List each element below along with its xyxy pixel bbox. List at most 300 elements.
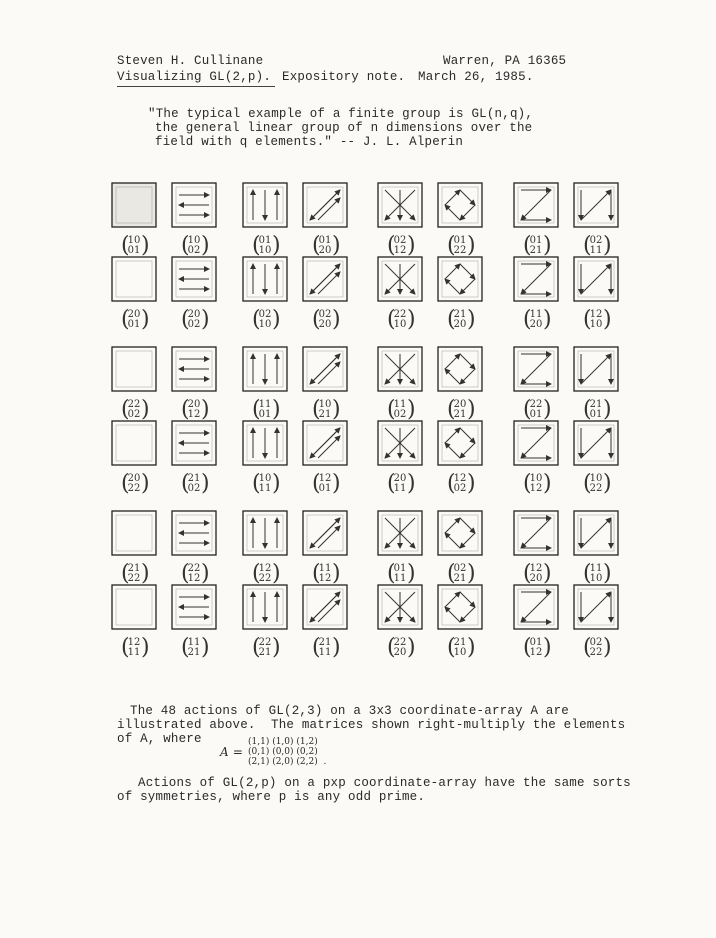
matrix-label [181, 635, 210, 660]
matrix-row-2: 11 [258, 483, 272, 494]
caption-line-1: The 48 actions of GL(2,3) on a 3x3 coordinate-array A are [130, 704, 569, 718]
matrix-paren-right: ) [407, 397, 416, 422]
matrix-row-1: 20 [127, 473, 141, 484]
action-diagram [574, 183, 618, 227]
action-diagram [243, 585, 287, 629]
matrix-label [583, 233, 612, 258]
matrix-label [121, 471, 150, 496]
matrix-row-1: 22 [127, 399, 141, 410]
matrix-row-2: 10 [258, 245, 272, 256]
matrix-paren-left: ( [387, 635, 396, 660]
action-diagram [172, 421, 216, 465]
matrix-paren-left: ( [523, 397, 532, 422]
matrix-paren-left: ( [387, 307, 396, 332]
matrix-paren-right: ) [272, 471, 281, 496]
matrix-label [252, 233, 281, 258]
matrix-row-2: 20 [529, 319, 543, 330]
matrix-row-2: 22 [589, 647, 603, 658]
action-diagram [574, 585, 618, 629]
action-diagram [112, 511, 156, 555]
action-diagram [243, 347, 287, 391]
matrix-paren-right: ) [201, 635, 210, 660]
action-diagram [172, 257, 216, 301]
matrix-row-2: 10 [258, 319, 272, 330]
matrix-row-2: 11 [393, 573, 407, 584]
array-a-row-1: (1,1) (1,0) (1,2) [248, 737, 318, 747]
matrix-row-2: 10 [589, 319, 603, 330]
matrix-paren-left: ( [312, 635, 321, 660]
matrix-row-2: 12 [529, 483, 543, 494]
matrix-paren-left: ( [523, 561, 532, 586]
matrix-label [121, 635, 150, 660]
matrix-row-1: 02 [393, 235, 407, 246]
matrix-paren-right: ) [543, 233, 552, 258]
matrix-row-2: 22 [453, 245, 467, 256]
matrix-paren-right: ) [467, 397, 476, 422]
matrix-label [523, 233, 552, 258]
quote-line-2: the general linear group of n dimensions over the [155, 121, 533, 135]
matrix-label [312, 397, 341, 422]
matrix-paren-right: ) [201, 307, 210, 332]
matrix-row-1: 01 [393, 563, 407, 574]
matrix-label [121, 233, 150, 258]
matrix-paren-left: ( [312, 233, 321, 258]
matrix-paren-right: ) [201, 233, 210, 258]
matrix-row-2: 10 [589, 573, 603, 584]
quote-line-1: "The typical example of a finite group is GL(n,q), [148, 107, 534, 121]
matrix-row-2: 11 [589, 245, 603, 256]
matrix-paren-left: ( [387, 561, 396, 586]
action-diagram [574, 347, 618, 391]
matrix-label [252, 307, 281, 332]
matrix-row-1: 21 [589, 399, 603, 410]
matrix-paren-right: ) [603, 397, 612, 422]
matrix-row-2: 02 [187, 319, 201, 330]
matrix-label [387, 561, 416, 586]
matrix-paren-right: ) [141, 307, 150, 332]
matrix-paren-right: ) [407, 561, 416, 586]
matrix-paren-left: ( [121, 307, 130, 332]
matrix-label [523, 397, 552, 422]
matrix-row-1: 22 [529, 399, 543, 410]
matrix-paren-left: ( [312, 397, 321, 422]
matrix-row-2: 20 [393, 647, 407, 658]
matrix-paren-right: ) [603, 307, 612, 332]
matrix-label [387, 307, 416, 332]
matrix-paren-left: ( [523, 635, 532, 660]
matrix-row-2: 10 [393, 319, 407, 330]
matrix-row-2: 20 [529, 573, 543, 584]
action-diagram [438, 183, 482, 227]
action-diagram [438, 257, 482, 301]
matrix-row-2: 21 [453, 573, 467, 584]
matrix-row-2: 01 [258, 409, 272, 420]
matrix-label [181, 233, 210, 258]
matrix-row-1: 20 [453, 399, 467, 410]
matrix-label [583, 307, 612, 332]
action-diagram [438, 511, 482, 555]
action-diagram [112, 347, 156, 391]
array-a-label: A = [220, 745, 244, 759]
action-diagram [378, 257, 422, 301]
document-title: Visualizing GL(2,p). [117, 70, 272, 84]
matrix-row-2: 11 [318, 647, 332, 658]
matrix-row-1: 11 [187, 637, 201, 648]
matrix-row-2: 20 [453, 319, 467, 330]
matrix-row-1: 22 [393, 637, 407, 648]
note-type: Expository note. [282, 70, 406, 84]
matrix-row-1: 20 [187, 399, 201, 410]
action-diagram [303, 347, 347, 391]
matrix-paren-left: ( [447, 397, 456, 422]
matrix-label [312, 635, 341, 660]
matrix-row-1: 21 [187, 473, 201, 484]
matrix-label [181, 471, 210, 496]
matrix-paren-right: ) [141, 561, 150, 586]
matrix-label [312, 471, 341, 496]
matrix-row-2: 11 [127, 647, 141, 658]
matrix-paren-left: ( [252, 561, 261, 586]
matrix-row-1: 12 [529, 563, 543, 574]
matrix-paren-right: ) [407, 307, 416, 332]
matrix-paren-left: ( [181, 471, 190, 496]
matrix-paren-right: ) [141, 397, 150, 422]
matrix-label [447, 471, 476, 496]
matrix-paren-left: ( [252, 635, 261, 660]
action-diagram [112, 421, 156, 465]
matrix-row-2: 02 [187, 245, 201, 256]
matrix-paren-right: ) [543, 397, 552, 422]
matrix-paren-left: ( [121, 471, 130, 496]
matrix-row-1: 12 [258, 563, 272, 574]
matrix-paren-left: ( [312, 471, 321, 496]
matrix-label [181, 561, 210, 586]
array-a-row-3: (2,1) (2,0) (2,2) . [248, 757, 327, 767]
matrix-row-1: 20 [393, 473, 407, 484]
matrix-paren-left: ( [447, 471, 456, 496]
matrix-paren-left: ( [121, 233, 130, 258]
matrix-row-2: 01 [318, 483, 332, 494]
matrix-row-1: 12 [453, 473, 467, 484]
matrix-row-2: 12 [187, 409, 201, 420]
matrix-paren-left: ( [181, 561, 190, 586]
matrix-row-2: 21 [529, 245, 543, 256]
matrix-paren-right: ) [272, 561, 281, 586]
matrix-label [447, 233, 476, 258]
matrix-paren-right: ) [272, 307, 281, 332]
matrix-label [181, 397, 210, 422]
matrix-paren-right: ) [201, 471, 210, 496]
matrix-paren-left: ( [523, 307, 532, 332]
matrix-paren-left: ( [252, 307, 261, 332]
author-location: Warren, PA 16365 [443, 54, 567, 68]
matrix-paren-right: ) [272, 635, 281, 660]
matrix-row-2: 22 [127, 573, 141, 584]
action-diagram [438, 585, 482, 629]
matrix-paren-left: ( [387, 397, 396, 422]
matrix-row-2: 21 [453, 409, 467, 420]
matrix-paren-left: ( [583, 307, 592, 332]
matrix-paren-right: ) [332, 635, 341, 660]
matrix-row-1: 22 [258, 637, 272, 648]
matrix-label [523, 471, 552, 496]
matrix-paren-right: ) [543, 635, 552, 660]
matrix-row-1: 10 [589, 473, 603, 484]
action-diagram [514, 585, 558, 629]
matrix-row-2: 21 [187, 647, 201, 658]
action-diagram [574, 511, 618, 555]
matrix-paren-left: ( [312, 561, 321, 586]
matrix-paren-left: ( [252, 233, 261, 258]
matrix-paren-right: ) [407, 635, 416, 660]
matrix-label [121, 307, 150, 332]
matrix-row-1: 21 [453, 637, 467, 648]
matrix-row-1: 10 [187, 235, 201, 246]
matrix-row-2: 22 [127, 483, 141, 494]
action-diagram [514, 347, 558, 391]
matrix-row-1: 22 [187, 563, 201, 574]
matrix-row-1: 02 [589, 235, 603, 246]
matrix-paren-right: ) [201, 397, 210, 422]
matrix-paren-right: ) [141, 471, 150, 496]
matrix-label [252, 635, 281, 660]
matrix-row-2: 01 [589, 409, 603, 420]
action-diagram [378, 183, 422, 227]
action-diagram [514, 421, 558, 465]
action-diagram [172, 585, 216, 629]
matrix-paren-right: ) [603, 635, 612, 660]
matrix-paren-right: ) [332, 307, 341, 332]
action-diagram [378, 421, 422, 465]
action-diagram [574, 421, 618, 465]
matrix-label [387, 635, 416, 660]
matrix-row-2: 22 [589, 483, 603, 494]
matrix-paren-left: ( [181, 307, 190, 332]
matrix-paren-left: ( [583, 233, 592, 258]
matrix-label [252, 397, 281, 422]
matrix-paren-left: ( [181, 233, 190, 258]
action-diagram [514, 183, 558, 227]
matrix-paren-left: ( [447, 635, 456, 660]
matrix-label [447, 397, 476, 422]
matrix-paren-right: ) [141, 233, 150, 258]
matrix-paren-left: ( [387, 471, 396, 496]
author-name: Steven H. Cullinane [117, 54, 264, 68]
action-diagram [243, 257, 287, 301]
matrix-paren-left: ( [252, 397, 261, 422]
matrix-paren-left: ( [252, 471, 261, 496]
caption-line-3: of A, where [117, 732, 202, 746]
action-diagram [112, 585, 156, 629]
action-diagram [172, 347, 216, 391]
action-diagram [574, 257, 618, 301]
action-diagram [172, 183, 216, 227]
matrix-label [181, 307, 210, 332]
action-diagram [303, 585, 347, 629]
matrix-row-1: 20 [127, 309, 141, 320]
matrix-row-2: 01 [127, 319, 141, 330]
action-diagram [378, 511, 422, 555]
matrix-paren-right: ) [543, 561, 552, 586]
matrix-row-1: 12 [589, 309, 603, 320]
matrix-row-1: 20 [187, 309, 201, 320]
matrix-paren-right: ) [603, 561, 612, 586]
matrix-row-2: 10 [453, 647, 467, 658]
action-diagram [438, 421, 482, 465]
matrix-row-1: 11 [258, 399, 272, 410]
matrix-label [523, 561, 552, 586]
matrix-paren-right: ) [467, 635, 476, 660]
matrix-row-1: 21 [127, 563, 141, 574]
matrix-row-1: 22 [393, 309, 407, 320]
matrix-row-1: 11 [318, 563, 332, 574]
matrix-row-2: 12 [393, 245, 407, 256]
action-diagram [514, 511, 558, 555]
matrix-row-2: 11 [393, 483, 407, 494]
matrix-paren-left: ( [447, 233, 456, 258]
matrix-paren-right: ) [272, 233, 281, 258]
matrix-row-1: 10 [127, 235, 141, 246]
matrix-label [523, 307, 552, 332]
matrix-row-2: 02 [453, 483, 467, 494]
matrix-row-1: 11 [393, 399, 407, 410]
matrix-row-2: 20 [318, 319, 332, 330]
matrix-label [447, 561, 476, 586]
matrix-label [447, 307, 476, 332]
matrix-paren-right: ) [201, 561, 210, 586]
matrix-paren-right: ) [603, 233, 612, 258]
matrix-paren-right: ) [603, 471, 612, 496]
matrix-label [312, 233, 341, 258]
matrix-row-1: 02 [589, 637, 603, 648]
matrix-row-1: 02 [258, 309, 272, 320]
matrix-row-2: 12 [318, 573, 332, 584]
matrix-row-1: 02 [453, 563, 467, 574]
matrix-row-2: 12 [529, 647, 543, 658]
action-diagram [243, 511, 287, 555]
action-diagram [172, 511, 216, 555]
matrix-paren-right: ) [332, 233, 341, 258]
matrix-label [121, 561, 150, 586]
matrix-row-1: 01 [318, 235, 332, 246]
closing-line-1: Actions of GL(2,p) on a pxp coordinate-array have the same sorts [138, 776, 631, 790]
matrix-paren-left: ( [447, 307, 456, 332]
matrix-row-2: 02 [187, 483, 201, 494]
matrix-paren-right: ) [332, 397, 341, 422]
matrix-paren-left: ( [583, 471, 592, 496]
action-diagram [243, 183, 287, 227]
action-diagram [112, 257, 156, 301]
matrix-row-2: 21 [258, 647, 272, 658]
matrix-row-1: 12 [318, 473, 332, 484]
matrix-label [312, 561, 341, 586]
matrix-row-2: 20 [318, 245, 332, 256]
matrix-paren-right: ) [407, 233, 416, 258]
matrix-paren-left: ( [121, 635, 130, 660]
matrix-label [583, 397, 612, 422]
matrix-paren-left: ( [181, 397, 190, 422]
caption-line-2: illustrated above. The matrices shown right-multiply the elements [117, 718, 626, 732]
matrix-label [523, 635, 552, 660]
matrix-paren-right: ) [543, 307, 552, 332]
matrix-label [583, 561, 612, 586]
matrix-label [583, 471, 612, 496]
action-diagram [378, 585, 422, 629]
matrix-paren-left: ( [181, 635, 190, 660]
matrix-paren-left: ( [387, 233, 396, 258]
action-diagram [303, 511, 347, 555]
matrix-row-1: 01 [529, 235, 543, 246]
matrix-label [387, 233, 416, 258]
matrix-paren-left: ( [523, 471, 532, 496]
matrix-row-1: 01 [453, 235, 467, 246]
matrix-paren-right: ) [407, 471, 416, 496]
matrix-label [121, 397, 150, 422]
matrix-paren-right: ) [332, 471, 341, 496]
matrix-paren-right: ) [467, 561, 476, 586]
matrix-row-2: 21 [318, 409, 332, 420]
matrix-paren-right: ) [141, 635, 150, 660]
action-diagram [303, 257, 347, 301]
matrix-row-2: 01 [529, 409, 543, 420]
action-diagram [303, 421, 347, 465]
matrix-paren-right: ) [467, 233, 476, 258]
matrix-label [252, 471, 281, 496]
matrix-row-1: 11 [589, 563, 603, 574]
matrix-row-1: 12 [127, 637, 141, 648]
matrix-row-2: 02 [393, 409, 407, 420]
matrix-row-1: 10 [529, 473, 543, 484]
matrix-paren-left: ( [583, 635, 592, 660]
document-date: March 26, 1985. [418, 70, 534, 84]
matrix-label [387, 397, 416, 422]
action-diagram [303, 183, 347, 227]
matrix-paren-right: ) [467, 471, 476, 496]
matrix-row-1: 21 [453, 309, 467, 320]
closing-line-2: of symmetries, where p is any odd prime. [117, 790, 426, 804]
action-diagram [243, 421, 287, 465]
matrix-paren-right: ) [543, 471, 552, 496]
matrix-row-2: 02 [127, 409, 141, 420]
matrix-row-2: 01 [127, 245, 141, 256]
action-diagram [378, 347, 422, 391]
matrix-paren-left: ( [523, 233, 532, 258]
array-a-row-2: (0,1) (0,0) (0,2) [248, 747, 318, 757]
matrix-row-1: 11 [529, 309, 543, 320]
action-diagram [514, 257, 558, 301]
matrix-paren-right: ) [272, 397, 281, 422]
quote-line-3: field with q elements." -- J. L. Alperin [155, 135, 464, 149]
action-diagram [438, 347, 482, 391]
matrix-label [583, 635, 612, 660]
matrix-label [312, 307, 341, 332]
action-diagram [112, 183, 156, 227]
matrix-paren-left: ( [121, 561, 130, 586]
matrix-row-1: 10 [258, 473, 272, 484]
matrix-row-2: 12 [187, 573, 201, 584]
matrix-paren-right: ) [332, 561, 341, 586]
matrix-paren-left: ( [447, 561, 456, 586]
matrix-paren-left: ( [583, 397, 592, 422]
matrix-row-1: 21 [318, 637, 332, 648]
matrix-label [252, 561, 281, 586]
matrix-row-2: 22 [258, 573, 272, 584]
matrix-row-1: 01 [258, 235, 272, 246]
matrix-row-1: 02 [318, 309, 332, 320]
matrix-paren-left: ( [312, 307, 321, 332]
matrix-paren-left: ( [583, 561, 592, 586]
matrix-label [387, 471, 416, 496]
